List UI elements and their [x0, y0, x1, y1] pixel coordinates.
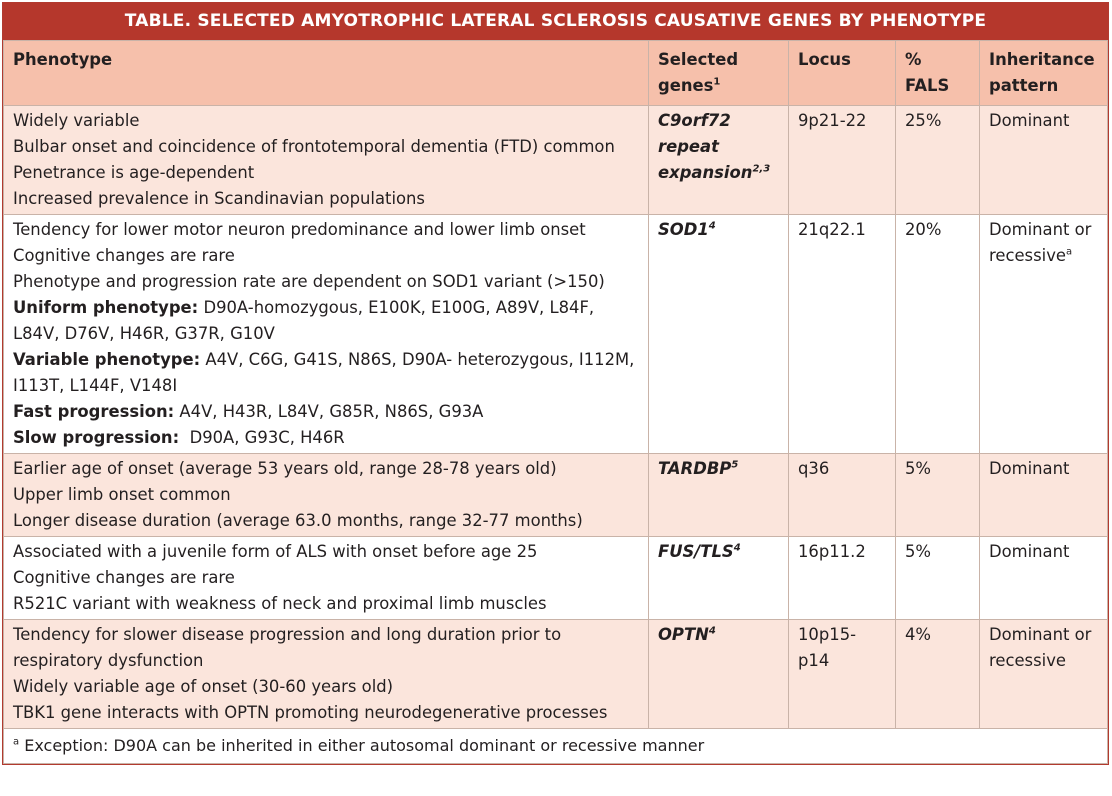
table-row: [4, 537, 1108, 620]
table-row: [4, 454, 1108, 537]
phenotype-cell: Associated with a juvenile form of ALS with onset before age 25 Cognitive changes are rare R521C variant with weakness of neck and proximal limb muscles: [4, 537, 649, 620]
gene-cell: FUS/TLS$^4$: [649, 537, 789, 620]
gene-cell: C9orf72 repeat expansion$^{2,3}$: [649, 106, 789, 215]
phenotype-cell: Widely variable Bulbar onset and coincidence of frontotemporal dementia (FTD) common Penetrance is age-dependent Increased prevalence in Scandinavian populations: [4, 106, 649, 215]
fals-cell: 25%: [896, 106, 980, 215]
locus-cell: 9p21-22: [789, 106, 896, 215]
fals-cell: 4%: [896, 620, 980, 729]
gene-cell: TARDBP$^5$: [649, 454, 789, 537]
inheritance-cell: Dominant: [980, 454, 1108, 537]
footnote-row: [4, 729, 1108, 764]
table-row: [4, 106, 1108, 215]
table-title: TABLE. SELECTED AMYOTROPHIC LATERAL SCLEROSIS CAUSATIVE GENES BY PHENOTYPE: [3, 3, 1108, 40]
locus-cell: q36: [789, 454, 896, 537]
phenotype-cell: Tendency for lower motor neuron predominance and lower limb onset Cognitive changes are rare Phenotype and progression rate are dependent on SOD1 variant (>150) Uniform phenotype: D90A-homozygous, E100K, E100G, A89V, L84F, L84V, D76V, H46R, G37R, G10V Variable phenotype: A4V, C6G, G41S, N86S, D90A- heterozygous, I112M, I113T, L144F, V148I Fast progression: A4V, H43R, L84V, G85R, N86S, G93A Slow progression: D90A, G93C, H46R: [4, 215, 649, 454]
header-inheritance: Inheritance pattern: [980, 41, 1108, 106]
genes-table: [3, 40, 1108, 764]
fals-cell: 20%: [896, 215, 980, 454]
inheritance-cell: Dominant: [980, 106, 1108, 215]
footnote: $^a$ Exception: D90A can be inherited in either autosomal dominant or recessive manner: [4, 729, 1108, 764]
gene-cell: OPTN$^4$: [649, 620, 789, 729]
header-locus: Locus: [789, 41, 896, 106]
table-row: [4, 620, 1108, 729]
table-row: [4, 215, 1108, 454]
locus-cell: 21q22.1: [789, 215, 896, 454]
header-selected-genes: Selected genes$^1$: [649, 41, 789, 106]
gene-cell: $SOD1^4$: [649, 215, 789, 454]
inheritance-cell: Dominant or recessive$^a$: [980, 215, 1108, 454]
table-frame: [2, 2, 1109, 765]
header-phenotype: Phenotype: [4, 41, 649, 106]
inheritance-cell: Dominant or recessive: [980, 620, 1108, 729]
phenotype-cell: Earlier age of onset (average 53 years old, range 28-78 years old) Upper limb onset common Longer disease duration (average 63.0 months, range 32-77 months): [4, 454, 649, 537]
inheritance-cell: Dominant: [980, 537, 1108, 620]
fals-cell: 5%: [896, 537, 980, 620]
fals-cell: 5%: [896, 454, 980, 537]
header-fals: % FALS: [896, 41, 980, 106]
header-row: [4, 41, 1108, 106]
locus-cell: 16p11.2: [789, 537, 896, 620]
phenotype-cell: Tendency for slower disease progression and long duration prior to respiratory dysfunction Widely variable age of onset (30-60 years old) TBK1 gene interacts with OPTN promoting neurodegenerative processes: [4, 620, 649, 729]
locus-cell: 10p15-p14: [789, 620, 896, 729]
